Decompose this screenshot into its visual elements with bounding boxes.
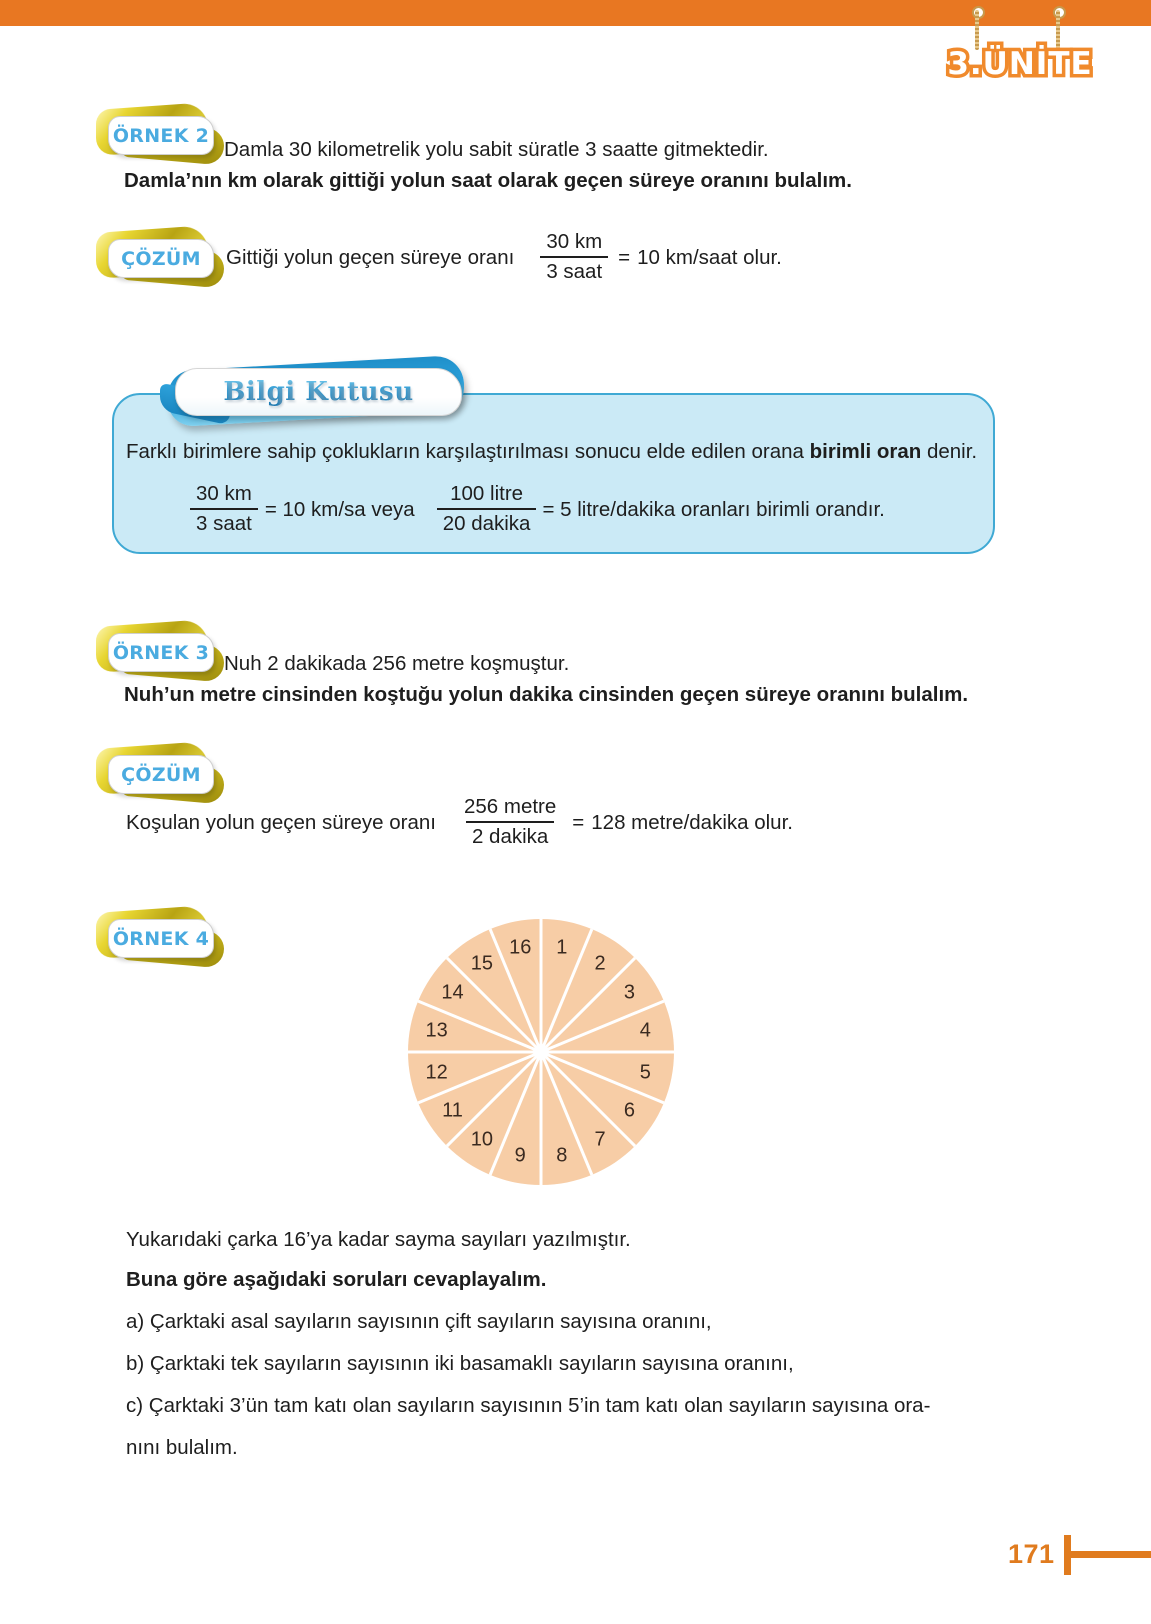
wheel-number-3: 3	[623, 981, 636, 1004]
question-a: a) Çarktaki asal sayıların sayısının çift sayıların sayısına oranını,	[126, 1310, 712, 1333]
tag-plate	[108, 633, 214, 672]
wheel-number-11: 11	[442, 1099, 463, 1122]
info-box-equations	[186, 482, 885, 538]
tag-cozum-2	[104, 752, 212, 792]
fraction-numerator: 30 km	[546, 230, 603, 254]
wheel-number-7: 7	[594, 1128, 606, 1151]
question-b: b) Çarktaki tek sayıların sayısının iki basamaklı sayıların sayısına oranını,	[126, 1352, 794, 1375]
unit-badge-group	[940, 0, 1100, 98]
info-box-title: Bilgi Kutusu	[223, 377, 414, 407]
tag-plate	[108, 116, 214, 155]
tag-plate	[108, 919, 214, 958]
tag-ornek-2	[104, 113, 212, 153]
tag-plate	[108, 755, 214, 794]
wheel-number-2: 2	[594, 952, 606, 975]
solution3-equals: =	[572, 811, 585, 834]
fraction-numerator: 100 litre	[450, 482, 524, 506]
fraction-numerator: 256 metre	[463, 795, 557, 819]
tag-label: ÖRNEK 3	[112, 641, 210, 664]
question-c-line1: c) Çarktaki 3’ün tam katı olan sayıların sayısının 5’in tam katı olan sayıların sayısına ora-	[126, 1394, 931, 1417]
tag-label: ÖRNEK 4	[112, 927, 210, 950]
wheel-number-4: 4	[639, 1019, 651, 1042]
info-mid-1: = 10 km/sa veya	[264, 498, 415, 521]
info-mid-2: = 5 litre/dakika oranları birimli orandır.	[542, 498, 885, 521]
wheel-instruction: Buna göre aşağıdaki soruları cevaplayalım.	[126, 1268, 547, 1291]
solution3-fraction	[458, 795, 562, 848]
wheel-dividers	[408, 919, 674, 1185]
info-box-title-tab	[175, 368, 462, 416]
footer-rule	[1064, 1551, 1151, 1558]
fraction-denominator: 3 saat	[190, 508, 258, 536]
wheel-number-9: 9	[514, 1144, 526, 1167]
solution2-lead: Gittiği yolun geçen süreye oranı	[226, 246, 515, 269]
tag-label: ÇÖZÜM	[121, 763, 201, 786]
solution3-equation	[126, 793, 793, 853]
solution2-equals: =	[618, 246, 631, 269]
example2-line2: Damla’nın km olarak gittiği yolun saat olarak geçen süreye oranını bulalım.	[124, 169, 852, 192]
wheel-number-15: 15	[470, 952, 493, 975]
info-fraction-1	[190, 482, 258, 535]
unit-badge-label: 3.ÜNİTE	[947, 46, 1093, 82]
wheel-number-16: 16	[509, 936, 532, 959]
info-sentence-before: Farklı birimlere sahip çoklukların karşılaştırılması sonucu elde edilen orana	[126, 440, 810, 463]
page-number: 171	[1008, 1539, 1055, 1569]
wheel-number-12: 12	[425, 1061, 448, 1084]
info-sentence-bold: birimli oran	[809, 440, 922, 463]
wheel-number-1: 1	[556, 936, 568, 959]
wheel-number-5: 5	[639, 1061, 651, 1084]
solution2-fraction	[540, 230, 608, 283]
wheel-number-10: 10	[470, 1128, 493, 1151]
tag-label: ÇÖZÜM	[121, 247, 201, 270]
number-wheel	[407, 918, 675, 1186]
number-wheel-svg	[407, 918, 675, 1186]
fraction-denominator: 20 dakika	[437, 508, 537, 536]
wheel-number-8: 8	[556, 1144, 568, 1167]
fraction-denominator: 3 saat	[540, 256, 608, 284]
info-sentence-after: denir.	[921, 440, 978, 463]
solution3-result: 128 metre/dakika olur.	[591, 811, 793, 834]
wheel-number-14: 14	[441, 981, 464, 1004]
wheel-number-13: 13	[425, 1019, 448, 1042]
solution3-lead: Koşulan yolun geçen süreye oranı	[126, 811, 436, 834]
tag-cozum-1	[104, 236, 212, 276]
example3-line1: Nuh 2 dakikada 256 metre koşmuştur.	[224, 652, 570, 675]
fraction-denominator: 2 dakika	[466, 821, 554, 849]
tag-label: ÖRNEK 2	[112, 124, 210, 147]
wheel-intro-text: Yukarıdaki çarka 16’ya kadar sayma sayıları yazılmıştır.	[126, 1228, 631, 1251]
tag-ornek-4	[104, 916, 212, 956]
info-box-sentence	[126, 440, 977, 464]
example2-line1: Damla 30 kilometrelik yolu sabit süratle 3 saatte gitmektedir.	[224, 138, 769, 161]
fraction-numerator: 30 km	[196, 482, 252, 506]
tag-ornek-3	[104, 630, 212, 670]
tag-plate	[108, 239, 214, 278]
wheel-number-6: 6	[623, 1099, 636, 1122]
solution2-equation	[226, 228, 782, 288]
question-c-line2: nını bulalım.	[126, 1436, 238, 1459]
example3-line2: Nuh’un metre cinsinden koştuğu yolun dakika cinsinden geçen süreye oranını bulalım.	[124, 683, 969, 706]
info-fraction-2	[437, 482, 537, 535]
solution2-result: 10 km/saat olur.	[637, 246, 782, 269]
